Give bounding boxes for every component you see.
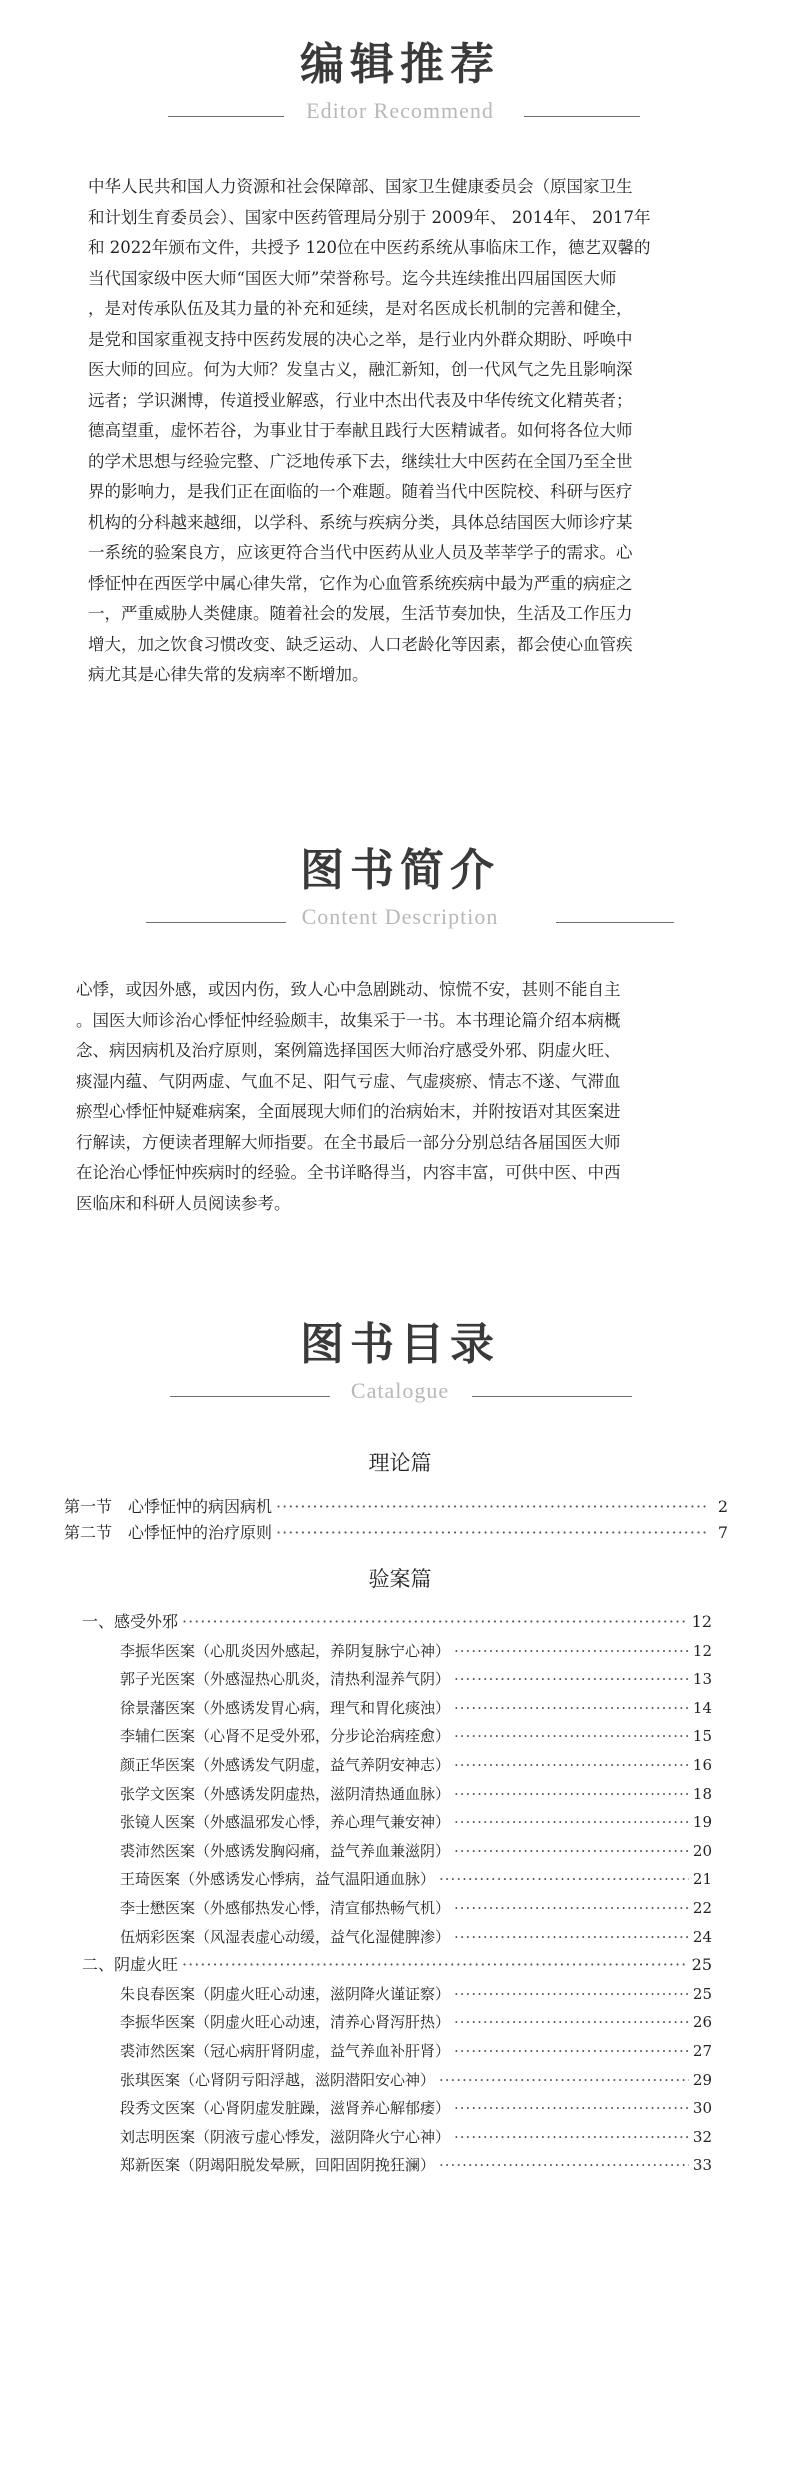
intro-subtitle: Content Description <box>301 904 499 929</box>
toc-leader-dots <box>454 1637 689 1665</box>
toc-leader-dots <box>454 1923 689 1951</box>
toc-page-number: 32 <box>692 2127 712 2146</box>
toc-leader-dots <box>276 1519 708 1547</box>
toc-entry-title: 裘沛然医案（外感诱发胸闷痛，益气养血兼滋阴） <box>120 1841 451 1860</box>
toc-leader-dots <box>454 2037 689 2065</box>
paragraph-line: 是党和国家重视支持中医药发展的决心之举，是行业内外群众期盼、呼唤中 <box>88 329 633 349</box>
toc-leader-dots <box>454 1894 689 1922</box>
paragraph-line: 德高望重，虚怀若谷，为事业甘于奉献且践行大医精诚者。如何将各位大师 <box>88 421 633 440</box>
toc-page-number: 24 <box>692 1927 712 1946</box>
toc-page-number: 30 <box>692 2099 712 2118</box>
toc-page-number: 12 <box>692 1641 712 1660</box>
toc-case-entry[interactable] <box>120 1923 712 1951</box>
toc-leader-dots <box>182 1951 688 1979</box>
toc-case-entry[interactable] <box>120 2008 712 2036</box>
intro-header <box>0 826 800 946</box>
catalogue-subtitle: Catalogue <box>350 1378 450 1403</box>
catalogue-header <box>0 1300 800 1420</box>
toc-entry-title: 张镜人医案（外感温邪发心悸，养心理气兼安神） <box>120 1813 451 1832</box>
paragraph-line: 中华人民共和国人力资源和社会保障部、国家卫生健康委员会（原国家卫生 <box>88 177 633 196</box>
toc-case-entry[interactable] <box>120 1751 712 1779</box>
toc-page-number: 2 <box>717 1497 728 1516</box>
toc-leader-dots <box>276 1493 708 1521</box>
toc-entry-title: 徐景藩医案（外感诱发胃心病，理气和胃化痰浊） <box>120 1698 451 1717</box>
toc-entry-title: 段秀文医案（心肾阴虚发脏躁，滋肾养心解郁痿） <box>120 2099 451 2118</box>
paragraph-line: 医大师的回应。何为大师？发皇古义，融汇新知，创一代风气之先且影响深 <box>88 360 633 379</box>
toc-page-number: 22 <box>692 1899 712 1917</box>
paragraph-line: 念、病因病机及治疗原则，案例篇选择国医大师治疗感受外邪、阴虚火旺、 <box>76 1041 621 1060</box>
toc-leader-dots <box>454 1980 689 2008</box>
toc-entry-title: 第一节 心悸怔忡的病因病机 <box>64 1497 273 1516</box>
toc-entry-title: 朱良春医案（阴虚火旺心动速，滋阴降火谨证察） <box>120 1984 451 2003</box>
toc-theory-entry[interactable] <box>64 1519 728 1547</box>
paragraph-line: 悸怔忡在西医学中属心律失常，它作为心血管系统疾病中最为严重的病症之 <box>88 573 633 593</box>
toc-entry-title: 李振华医案（心肌炎因外感起，养阴复脉宁心神） <box>120 1641 451 1660</box>
recommend-subtitle: Editor Recommend <box>306 98 494 123</box>
paragraph-line: 机构的分科越来越细，以学科、系统与疾病分类，具体总结国医大师诊疗某 <box>88 512 633 532</box>
intro-title: 图书简介 <box>300 845 500 896</box>
recommend-paragraph <box>88 172 730 691</box>
toc-entry-title: 伍炳彩医案（风湿表虚心动缓，益气化湿健脾渗） <box>120 1927 451 1946</box>
paragraph-line: 和计划生育委员会）、国家中医药管理局分别于 2009年、 2014年、 2017年 <box>88 207 651 227</box>
toc-case-entry[interactable] <box>120 2094 712 2122</box>
toc-leader-dots <box>439 1865 689 1893</box>
paragraph-line: 增大，加之饮食习惯改变、缺乏运动、人口老龄化等因素，都会使心血管疾 <box>88 634 633 654</box>
toc-entry-title: 第二节 心悸怔忡的治疗原则 <box>64 1523 273 1542</box>
toc-page-number: 25 <box>691 1955 712 1975</box>
toc-case-entry[interactable] <box>120 1894 712 1922</box>
toc-page-number: 18 <box>692 1784 712 1803</box>
toc-leader-dots <box>454 1751 689 1779</box>
paragraph-line: 一系统的验案良方，应该更符合当代中医药从业人员及莘莘学子的需求。心 <box>88 543 633 562</box>
toc-leader-dots <box>454 1808 689 1836</box>
toc-leader-dots <box>454 1694 689 1722</box>
toc-page-number: 12 <box>691 1612 712 1631</box>
toc-page-number: 25 <box>692 1984 712 2003</box>
paragraph-line: ，是对传承队伍及其力量的补充和延续，是对名医成长机制的完善和健全， <box>88 299 633 318</box>
toc-entry-title: 张琪医案（心肾阴亏阳浮越，滋阴潜阳安心神） <box>120 2070 436 2089</box>
toc-entry-title: 李辅仁医案（心肾不足受外邪，分步论治病痊愈） <box>120 1727 451 1746</box>
cases-part-title: 验案篇 <box>368 1567 432 1591</box>
paragraph-line: 一，严重威胁人类健康。随着社会的发展，生活节奏加快，生活及工作压力 <box>88 604 633 623</box>
toc-entry-title: 郑新医案（阴竭阳脱发晕厥，回阳固阴挽狂澜） <box>120 2156 436 2175</box>
toc-page-number: 16 <box>692 1756 712 1774</box>
toc-leader-dots <box>454 1837 689 1865</box>
toc-page-number: 7 <box>717 1523 728 1542</box>
toc-page-number: 19 <box>692 1813 712 1832</box>
paragraph-line: 远者；学识渊博，传道授业解惑，行业中杰出代表及中华传统文化精英者； <box>88 390 633 410</box>
toc-leader-dots <box>454 2008 689 2036</box>
toc-case-entry[interactable] <box>120 1865 712 1893</box>
toc-entry-title: 二、阴虚火旺 <box>82 1955 179 1975</box>
toc-entry-title: 张学文医案（外感诱发阴虚热，滋阴清热通血脉） <box>120 1784 451 1803</box>
toc-entry-title: 裘沛然医案（冠心病肝肾阴虚，益气养血补肝肾） <box>120 2042 451 2060</box>
paragraph-line: 医临床和科研人员阅读参考。 <box>76 1193 291 1213</box>
toc-leader-dots <box>454 1665 689 1693</box>
toc-entry-title: 李振华医案（阴虚火旺心动速，清养心肾泻肝热） <box>120 2013 451 2032</box>
recommend-header <box>0 20 800 140</box>
catalogue-title: 图书目录 <box>300 1319 500 1370</box>
paragraph-line: 。国医大师诊治心悸怔忡经验颇丰，故集采于一书。本书理论篇介绍本病概 <box>76 1010 621 1030</box>
toc-leader-dots <box>182 1608 688 1636</box>
toc-page-number: 27 <box>692 2042 712 2060</box>
toc-page-number: 15 <box>692 1727 712 1746</box>
toc-entry-title: 颜正华医案（外感诱发气阴虚，益气养阴安神志） <box>120 1756 451 1774</box>
toc-case-entry[interactable] <box>120 1808 712 1836</box>
recommend-title: 编辑推荐 <box>300 39 500 90</box>
paragraph-line: 界的影响力，是我们正在面临的一个难题。随着当代中医院校、科研与医疗 <box>88 482 633 501</box>
toc-case-entry[interactable] <box>120 1694 712 1722</box>
toc-entry-title: 李士懋医案（外感郁热发心悸，清宣郁热畅气机） <box>120 1899 451 1917</box>
paragraph-line: 的学术思想与经验完整、广泛地传承下去，继续壮大中医药在全国乃至全世 <box>88 451 633 471</box>
toc-leader-dots <box>454 1722 689 1750</box>
toc-leader-dots <box>439 2066 689 2094</box>
toc-entry-title: 王琦医案（外感诱发心悸病，益气温阳通血脉） <box>120 1870 436 1889</box>
paragraph-line: 心悸，或因外感，或因内伤，致人心中急剧跳动、惊慌不安，甚则不能自主 <box>76 980 621 999</box>
toc-group-entry[interactable] <box>82 1951 712 1979</box>
toc-case-entry[interactable] <box>120 1980 712 2008</box>
toc-group-entry[interactable] <box>82 1608 712 1636</box>
toc-entry-title: 一、感受外邪 <box>82 1612 179 1631</box>
toc-entry-title: 刘志明医案（阴液亏虚心悸发，滋阴降火宁心神） <box>120 2127 451 2146</box>
toc-case-entry[interactable] <box>120 1637 712 1665</box>
toc-page-number: 20 <box>692 1841 712 1860</box>
toc-case-entry[interactable] <box>120 2037 712 2065</box>
toc-case-entry[interactable] <box>120 2123 712 2151</box>
toc-page-number: 33 <box>692 2156 712 2175</box>
toc-case-entry[interactable] <box>120 1722 712 1750</box>
paragraph-line: 瘀型心悸怔忡疑难病案，全面展现大师们的治病始末，并附按语对其医案进 <box>76 1102 621 1121</box>
paragraph-line: 病尤其是心律失常的发病率不断增加。 <box>88 665 369 684</box>
toc-page-number: 13 <box>692 1670 712 1689</box>
toc-page-number: 21 <box>692 1870 712 1889</box>
paragraph-line: 痰湿内蕴、气阴两虚、气血不足、阳气亏虚、气虚痰瘀、情志不遂、气滞血 <box>76 1071 621 1091</box>
theory-part-title: 理论篇 <box>368 1451 432 1475</box>
toc-case-entry[interactable] <box>120 2151 712 2179</box>
paragraph-line: 和 2022年颁布文件，共授予 120位在中医药系统从事临床工作，德艺双馨的 <box>88 238 651 257</box>
toc-case-entry[interactable] <box>120 1665 712 1693</box>
toc-page-number: 14 <box>692 1698 712 1717</box>
toc-case-entry[interactable] <box>120 1780 712 1808</box>
paragraph-line: 当代国家级中医大师“国医大师”荣誉称号。迄今共连续推出四届国医大师 <box>88 268 617 288</box>
toc-page-number: 29 <box>692 2070 712 2089</box>
toc-case-entry[interactable] <box>120 1837 712 1865</box>
toc-page-number: 26 <box>692 2013 712 2032</box>
toc-entry-title: 郭子光医案（外感湿热心肌炎，清热利湿养气阴） <box>120 1670 451 1689</box>
toc-leader-dots <box>439 2151 689 2179</box>
toc-leader-dots <box>454 2123 689 2151</box>
toc-theory-entry[interactable] <box>64 1493 728 1521</box>
paragraph-line: 在论治心悸怔忡疾病时的经验。全书详略得当，内容丰富，可供中医、中西 <box>76 1163 621 1182</box>
toc-leader-dots <box>454 2094 689 2122</box>
paragraph-line: 行解读，方便读者理解大师指要。在全书最后一部分分别总结各届国医大师 <box>76 1132 621 1152</box>
toc-case-entry[interactable] <box>120 2066 712 2094</box>
toc-leader-dots <box>454 1780 689 1808</box>
intro-paragraph <box>76 975 736 1219</box>
